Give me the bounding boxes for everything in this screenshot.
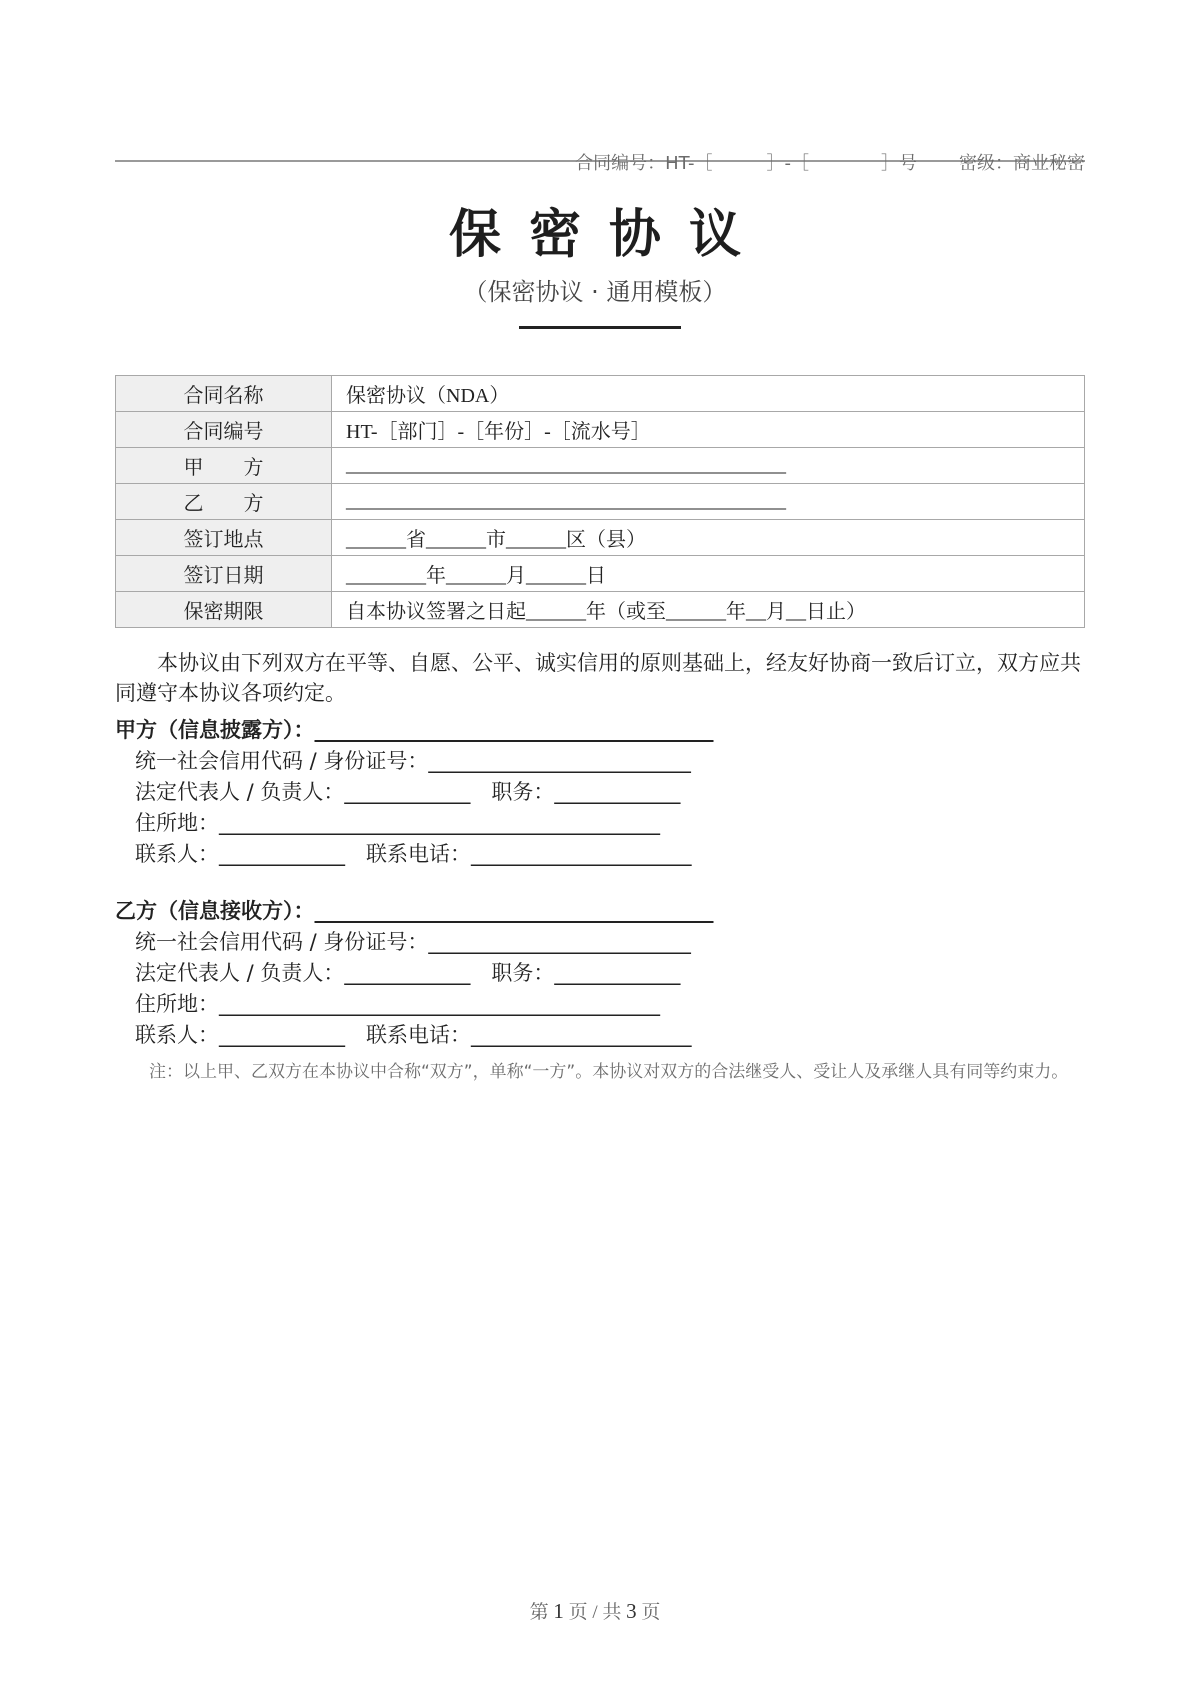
- table-row: [116, 592, 1085, 628]
- party-b-address: 住所地：__________________________________________: [135, 992, 660, 1016]
- document-title: 保密协议: [448, 205, 769, 265]
- document-subtitle: （保密协议 · 通用模板）: [463, 278, 727, 306]
- table-row: [116, 520, 1085, 556]
- header-secret-level: 密级：商业秘密: [959, 153, 1085, 174]
- row-value: 自本协议签署之日起______年（或至______年__月__日止）: [332, 592, 1085, 628]
- contract-info-table: [115, 375, 1085, 628]
- party-b-credit-code: 统一社会信用代码 / 身份证号：_________________________: [135, 930, 691, 954]
- row-label: 甲 方: [116, 448, 332, 484]
- row-value: ________年______月______日: [332, 556, 1085, 592]
- header-contract-number: 合同编号：HT-［ ］-［ ］号: [575, 153, 917, 174]
- row-value: ____________________________________________: [332, 484, 1085, 520]
- page-footer: [0, 1597, 1190, 1624]
- footer-mid: 页 / 共: [568, 1602, 622, 1623]
- row-label: 合同名称: [116, 376, 332, 412]
- row-label: 合同编号: [116, 412, 332, 448]
- row-label: 签订地点: [116, 520, 332, 556]
- table-row: [116, 556, 1085, 592]
- title-underline: [519, 326, 681, 329]
- party-a-heading: 甲方（信息披露方）：______________________________________: [115, 718, 714, 742]
- row-label: 保密期限: [116, 592, 332, 628]
- party-b-section: [115, 895, 1085, 1051]
- party-a-address: 住所地：__________________________________________: [135, 811, 660, 835]
- table-row: [116, 448, 1085, 484]
- intro-paragraph: 本协议由下列双方在平等、自愿、公平、诚实信用的原则基础上，经友好协商一致后订立，双方应共同遵守本协议各项约定。: [115, 651, 1081, 705]
- footer-page-number: 1: [553, 1599, 564, 1623]
- table-row: [116, 484, 1085, 520]
- party-b-contact: 联系人：____________ 联系电话：_____________________: [135, 1023, 692, 1047]
- row-label: 签订日期: [116, 556, 332, 592]
- page-header: [115, 118, 1085, 174]
- party-a-legal-rep: 法定代表人 / 负责人：____________ 职务：____________: [135, 780, 681, 804]
- party-b-heading: 乙方（信息接收方）：______________________________________: [115, 899, 714, 923]
- party-a-contact: 联系人：____________ 联系电话：_____________________: [135, 842, 692, 866]
- footer-suffix: 页: [641, 1602, 661, 1623]
- party-b-legal-rep: 法定代表人 / 负责人：____________ 职务：____________: [135, 961, 681, 985]
- row-label: 乙 方: [116, 484, 332, 520]
- parties-note: 注：以上甲、乙双方在本协议中合称“双方”，单称“一方”。本协议对双方的合法继受人、受让人及承继人具有同等约束力。: [149, 1062, 1069, 1082]
- row-value: HT-［部门］-［年份］-［流水号］: [332, 412, 1085, 448]
- footer-total-pages: 3: [626, 1599, 637, 1623]
- party-a-section: [115, 714, 1085, 870]
- party-a-credit-code: 统一社会信用代码 / 身份证号：_________________________: [135, 749, 691, 773]
- table-row: [116, 412, 1085, 448]
- table-row: [116, 376, 1085, 412]
- footer-prefix: 第: [529, 1602, 549, 1623]
- row-value: 保密协议（NDA）: [332, 376, 1085, 412]
- row-value: ____________________________________________: [332, 448, 1085, 484]
- row-value: ______省______市______区（县）: [332, 520, 1085, 556]
